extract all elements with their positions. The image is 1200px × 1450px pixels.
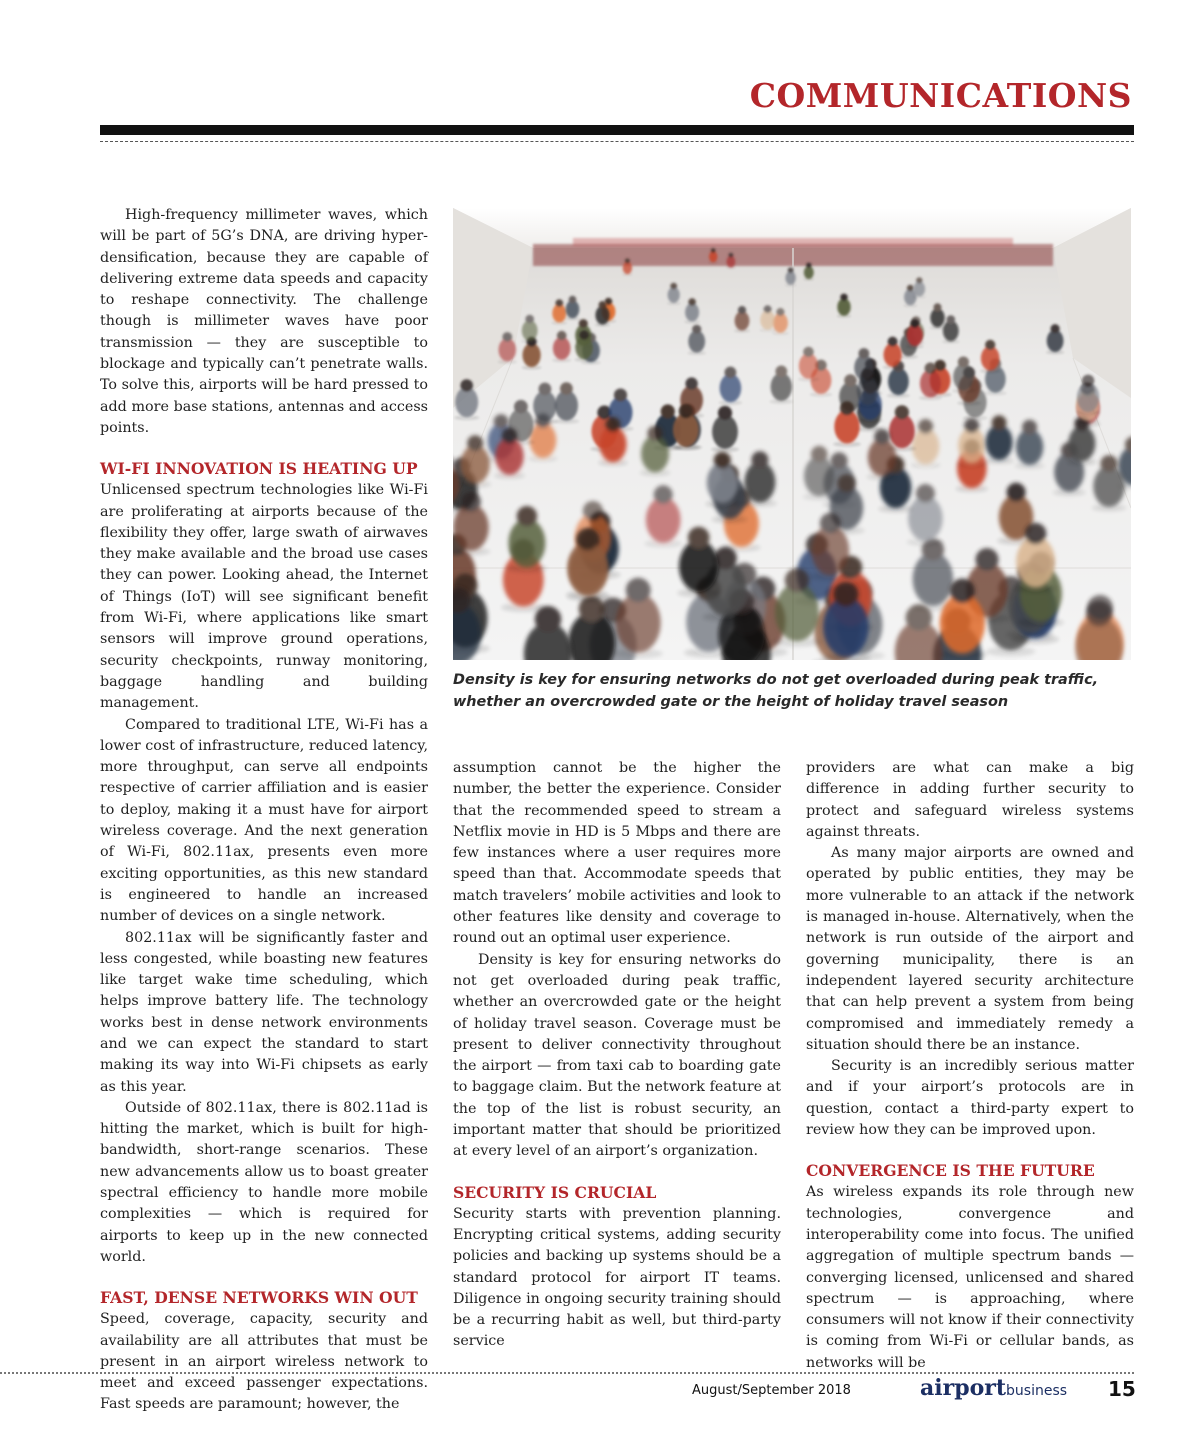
paragraph: High-frequency millimeter waves, which will be part of 5G’s DNA, are driving hyper-densification, because they are capable of delivering extreme data speeds and capacity to reshape connectivity. The challenge though is millimeter waves have poor transmission — they are susceptible to blockage and typically can’t penetrate walls. To solve this, airports will be hard pressed to add more base stations, antennas and access points. xyxy=(100,207,428,436)
paragraph: 802.11ax will be significantly faster and less congested, while boasting new features like target wake time scheduling, which helps improve battery life. The technology works best in dense network environments and we can expect the standard to start making its way into Wi-Fi chipsets as early as this year. xyxy=(100,929,428,1095)
paragraph: providers are what can make a big difference in adding further security to protect and safeguard wireless systems against threats. xyxy=(806,760,1134,840)
header-rule xyxy=(100,125,1134,135)
article-column-2 xyxy=(453,758,781,1353)
paragraph: assumption cannot be the higher the number, the better the experience. Consider that the recommended speed to stream a Netflix movie in HD is 5 Mbps and there are few instances where a user requires more speed than that. Accommodate speeds that match travelers’ mobile activities and look to other features like density and coverage to round out an optimal user experience. xyxy=(453,760,781,947)
paragraph: As wireless expands its role through new technologies, convergence and interoperability come into focus. The unified aggregation of multiple spectrum bands — converging licensed, unlicensed and shared spectrum — is approaching, where consumers will not know if their connectivity is coming from Wi-Fi or cellular bands, as networks will be xyxy=(806,1184,1134,1371)
paragraph: Security is an incredibly serious matter and if your airport’s protocols are in question, contact a third-party expert to review how they can be improved upon. xyxy=(806,1058,1134,1139)
logo-bold-text: airport xyxy=(920,1375,1007,1401)
subheading: CONVERGENCE IS THE FUTURE xyxy=(806,1161,1095,1181)
crowd-illustration xyxy=(453,208,1131,660)
paragraph: As many major airports are owned and operated by public entities, they may be more vulnerable to an attack if the network is managed in-house. Alternatively, when the network is run outside of the airport and governing municipality, there is an independent layered security architecture that can help prevent a system from being compromised and immediately remedy a situation should there be an instance. xyxy=(806,845,1134,1053)
footer-dotted-rule xyxy=(0,1372,1134,1374)
header-dashed-rule xyxy=(100,141,1134,142)
paragraph: Outside of 802.11ax, there is 802.11ad is hitting the market, which is built for high-bandwidth, short-range scenarios. These new advancements allow us to boast greater spectral efficiency to handle more mobile complexities — which is required for airports to keep up in the new connected world. xyxy=(100,1099,428,1265)
logo-light-text: business xyxy=(1006,1383,1068,1399)
section-title: COMMUNICATIONS xyxy=(749,76,1132,115)
photo-caption: Density is key for ensuring networks do not get overloaded during peak traffic, whether an overcrowded gate or the height of holiday travel season xyxy=(453,672,1099,710)
issue-date: August/September 2018 xyxy=(692,1383,851,1398)
magazine-logo xyxy=(920,1375,1067,1401)
paragraph: Compared to traditional LTE, Wi-Fi has a lower cost of infrastructure, reduced latency, more throughput, can serve all endpoints respective of carrier affiliation and is easier to deploy, making it a must have for airport wireless coverage. And the next generation of Wi-Fi, 802.11ax, presents even more exciting opportunities, as this new standard is engineered to handle an increased number of devices on a single network. xyxy=(100,716,428,925)
article-column-1 xyxy=(100,205,428,1416)
subheading: WI-FI INNOVATION IS HEATING UP xyxy=(100,459,418,479)
subheading: SECURITY IS CRUCIAL xyxy=(453,1182,657,1202)
page-number: 15 xyxy=(1108,1377,1136,1401)
article-column-3 xyxy=(806,758,1134,1374)
paragraph: Speed, coverage, capacity, security and availability are all attributes that must be present in an airport wireless network to meet and exceed passenger expectations. Fast speeds are paramount; however, the xyxy=(100,1311,428,1413)
paragraph: Unlicensed spectrum technologies like Wi-Fi are proliferating at airports because of the flexibility they offer, large swath of airwaves they make available and the broad use cases they can power. Looking ahead, the Internet of Things (IoT) will see significant benefit from Wi-Fi, where applications like smart sensors will improve ground operations, security checkpoints, runway monitoring, baggage handling and building management. xyxy=(100,482,428,712)
paragraph: Security starts with prevention planning. Encrypting critical systems, adding security policies and backing up systems should be a standard protocol for airport IT teams. Diligence in ongoing security training should be a recurring habit as well, but third-party service xyxy=(453,1205,781,1350)
subheading: FAST, DENSE NETWORKS WIN OUT xyxy=(100,1288,418,1308)
paragraph: Density is key for ensuring networks do not get overloaded during peak traffic, whether an overcrowded gate or the height of holiday travel season. Coverage must be present to deliver connectivity throughout the airport — from taxi cab to boarding gate to baggage claim. But the network feature at the top of the list is robust security, an important matter that should be prioritized at every level of an airport’s organization. xyxy=(453,951,781,1160)
airport-crowd-photo xyxy=(453,208,1131,660)
